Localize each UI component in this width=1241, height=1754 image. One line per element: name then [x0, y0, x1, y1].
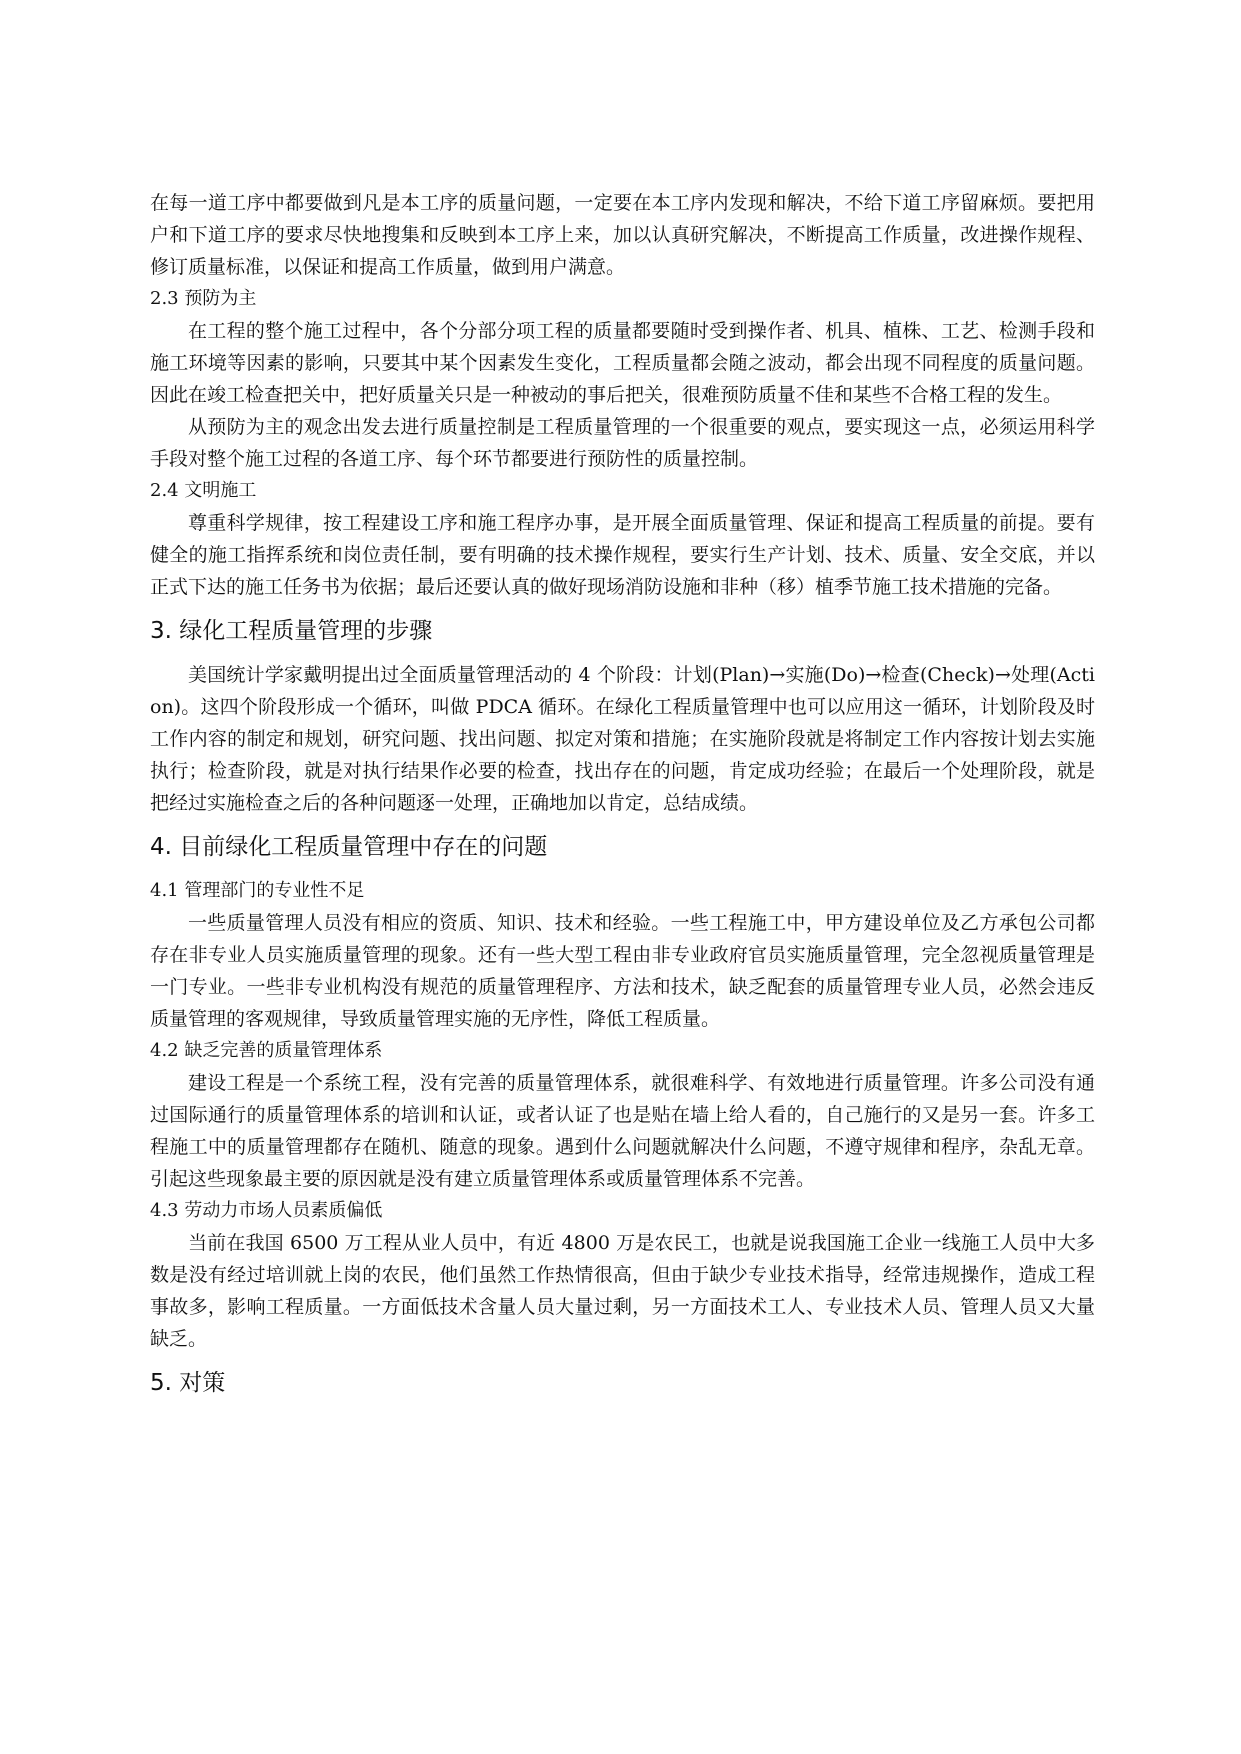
paragraph: 当前在我国 6500 万工程从业人员中，有近 4800 万是农民工，也就是说我国施工企业一线施工人员中大多数是没有经过培训就上岗的农民，他们虽然工作热情很高，但由于缺少专业技术指导，经常违规操作，造成工程事故多，影响工程质量。一方面低技术含量人员大量过剩，另一方面技术工人、专业技术人员、管理人员又大量缺乏。	[150, 1232, 1095, 1350]
paragraph: 在每一道工序中都要做到凡是本工序的质量问题，一定要在本工序内发现和解决，不给下道工序留麻烦。要把用户和下道工序的要求尽快地搜集和反映到本工序上来，加以认真研究解决，不断提高工作质量，改进操作规程、修订质量标准，以保证和提高工作质量，做到用户满意。	[150, 192, 1095, 278]
section-heading: 5. 对策	[150, 1370, 226, 1396]
section-heading: 4. 目前绿化工程质量管理中存在的问题	[150, 834, 548, 860]
paragraph: 一些质量管理人员没有相应的资质、知识、技术和经验。一些工程施工中，甲方建设单位及乙方承包公司都存在非专业人员实施质量管理的现象。还有一些大型工程由非专业政府官员实施质量管理，完全忽视质量管理是一门专业。一些非专业机构没有规范的质量管理程序、方法和技术，缺乏配套的质量管理专业人员，必然会违反质量管理的客观规律，导致质量管理实施的无序性，降低工程质量。	[150, 912, 1095, 1030]
section-subheading: 4.1 管理部门的专业性不足	[150, 880, 365, 901]
section-subheading: 2.3 预防为主	[150, 288, 257, 309]
section-heading: 3. 绿化工程质量管理的步骤	[150, 618, 433, 644]
paragraph: 在工程的整个施工过程中，各个分部分项工程的质量都要随时受到操作者、机具、植株、工艺、检测手段和施工环境等因素的影响，只要其中某个因素发生变化，工程质量都会随之波动，都会出现不同程度的质量问题。因此在竣工检查把关中，把好质量关只是一种被动的事后把关，很难预防质量不佳和某些不合格工程的发生。	[150, 320, 1095, 406]
section-subheading: 4.3 劳动力市场人员素质偏低	[150, 1200, 383, 1221]
paragraph: 美国统计学家戴明提出过全面质量管理活动的 4 个阶段：计划(Plan)→实施(Do)→检查(Check)→处理(Action)。这四个阶段形成一个循环，叫做 PDCA 循环。在绿化工程质量管理中也可以应用这一循环，计划阶段及时工作内容的制定和规划，研究问题、找出问题、拟定对策和措施；在实施阶段就是将制定工作内容按计划去实施执行；检查阶段，就是对执行结果作必要的检查，找出存在的问题，肯定成功经验；在最后一个处理阶段，就是把经过实施检查之后的各种问题逐一处理，正确地加以肯定，总结成绩。	[150, 664, 1095, 814]
paragraph: 尊重科学规律，按工程建设工序和施工程序办事，是开展全面质量管理、保证和提高工程质量的前提。要有健全的施工指挥系统和岗位责任制，要有明确的技术操作规程，要实行生产计划、技术、质量、安全交底，并以正式下达的施工任务书为依据；最后还要认真的做好现场消防设施和非种（移）植季节施工技术措施的完备。	[150, 512, 1095, 598]
section-subheading: 4.2 缺乏完善的质量管理体系	[150, 1040, 383, 1061]
paragraph: 建设工程是一个系统工程，没有完善的质量管理体系，就很难科学、有效地进行质量管理。许多公司没有通过国际通行的质量管理体系的培训和认证，或者认证了也是贴在墙上给人看的，自己施行的又是另一套。许多工程施工中的质量管理都存在随机、随意的现象。遇到什么问题就解决什么问题，不遵守规律和程序，杂乱无章。引起这些现象最主要的原因就是没有建立质量管理体系或质量管理体系不完善。	[150, 1072, 1095, 1190]
document-page	[150, 187, 1095, 1411]
paragraph: 从预防为主的观念出发去进行质量控制是工程质量管理的一个很重要的观点，要实现这一点，必须运用科学手段对整个施工过程的各道工序、每个环节都要进行预防性的质量控制。	[150, 416, 1095, 470]
section-subheading: 2.4 文明施工	[150, 480, 257, 501]
